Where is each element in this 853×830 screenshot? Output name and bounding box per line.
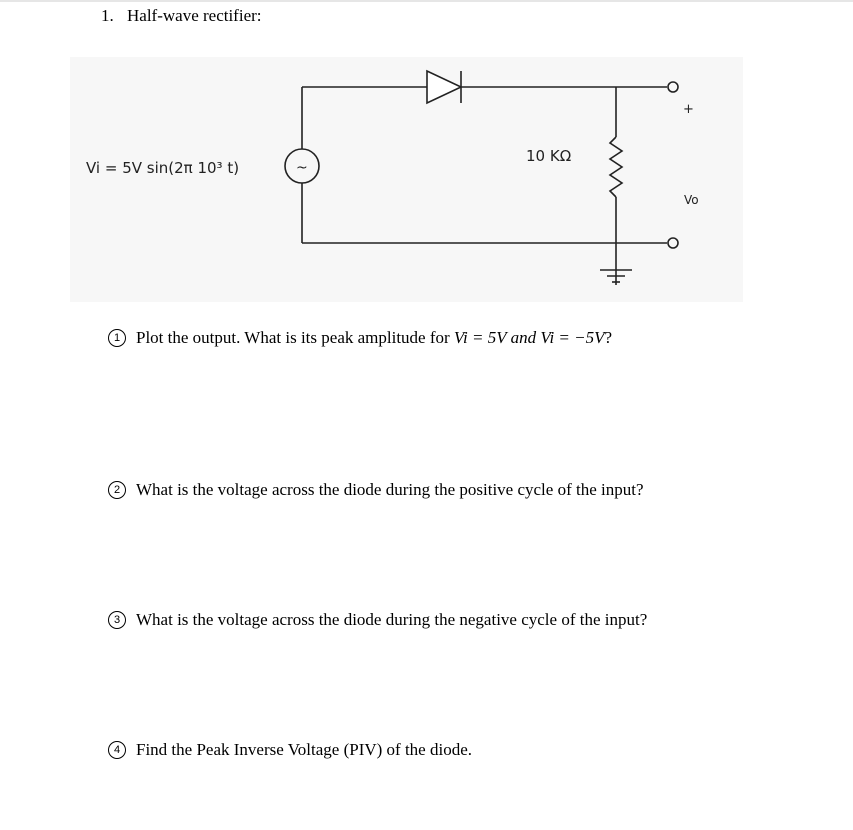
ac-source-tilde: ~ [296,160,308,176]
question-4-marker: 4 [108,741,126,759]
question-1-text-end: ? [604,328,613,347]
section-title: Half-wave rectifier: [127,6,262,25]
question-1-text: Plot the output. What is its peak amplitude for [136,328,454,347]
question-2 [108,480,644,500]
output-terminal-top [668,82,678,92]
question-3-marker: 3 [108,611,126,629]
output-terminal-bottom [668,238,678,248]
question-4 [108,740,472,760]
output-plus-label: + [683,102,694,117]
output-voltage-label: Vo [684,193,699,207]
question-2-marker: 2 [108,481,126,499]
question-1-marker: 1 [108,329,126,347]
circuit-schematic [70,57,743,302]
section-number: 1. [101,6,114,25]
question-2-text: What is the voltage across the diode during the positive cycle of the input? [136,480,644,499]
page-top-rule [0,0,853,2]
question-1 [108,328,612,348]
resistor-symbol [610,137,622,197]
question-3-text: What is the voltage across the diode during the negative cycle of the input? [136,610,648,629]
question-3 [108,610,647,630]
diode-symbol [427,71,461,103]
source-voltage-label: Vi = 5V sin(2π 10³ t) [86,159,240,177]
resistor-label: 10 KΩ [526,147,572,165]
question-4-text: Find the Peak Inverse Voltage (PIV) of the diode. [136,740,472,759]
question-1-math: Vi = 5V and Vi = −5V [453,328,605,347]
circuit-diagram [70,57,743,302]
section-heading [101,6,262,26]
